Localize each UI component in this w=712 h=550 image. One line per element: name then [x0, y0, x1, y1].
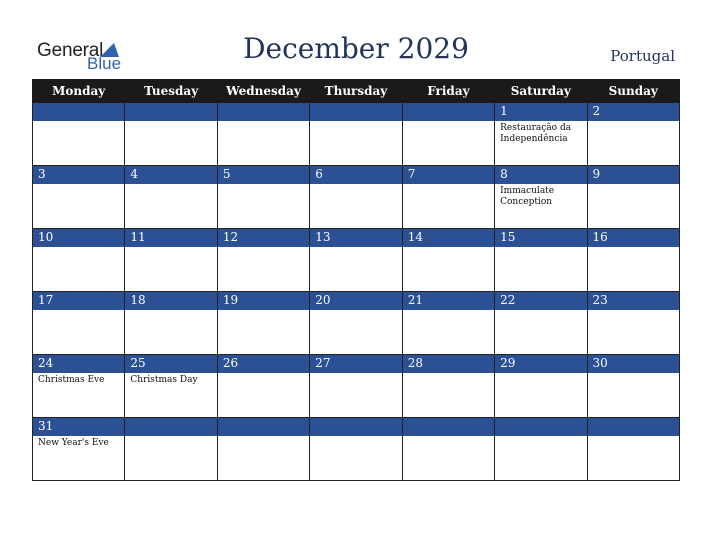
day-cell	[495, 166, 587, 185]
weekday-header: Sunday	[587, 80, 679, 103]
event-cell	[125, 184, 217, 229]
event-label	[125, 184, 216, 186]
day-number: 20	[315, 293, 331, 307]
day-number: 29	[500, 356, 516, 370]
event-label: Christmas Day	[130, 375, 198, 385]
event-cell	[495, 436, 587, 481]
day-number	[310, 103, 401, 104]
day-number	[33, 103, 124, 104]
event-cell	[495, 184, 587, 229]
week-event-row	[33, 373, 680, 418]
day-number: 10	[38, 230, 54, 244]
event-cell	[495, 373, 587, 418]
event-label	[588, 121, 679, 123]
day-number: 3	[38, 167, 46, 181]
day-cell	[217, 292, 309, 311]
event-label	[310, 184, 401, 186]
week-day-number-row	[33, 292, 680, 311]
day-number: 1	[500, 104, 508, 118]
day-number	[125, 418, 216, 419]
week-event-row	[33, 184, 680, 229]
event-cell	[587, 373, 679, 418]
event-label	[33, 184, 124, 186]
day-cell	[217, 418, 309, 437]
day-cell	[495, 229, 587, 248]
event-cell	[125, 373, 217, 418]
event-cell	[125, 247, 217, 292]
weekday-header: Monday	[33, 80, 125, 103]
day-cell	[402, 355, 494, 374]
event-label	[403, 121, 494, 123]
event-cell	[217, 184, 309, 229]
event-cell	[217, 310, 309, 355]
day-cell	[310, 103, 402, 122]
event-cell	[310, 373, 402, 418]
day-cell	[125, 103, 217, 122]
event-label	[310, 310, 401, 312]
day-number: 31	[38, 419, 54, 433]
event-cell	[33, 247, 125, 292]
logo-blue-text: Blue	[87, 54, 122, 73]
day-number: 17	[38, 293, 54, 307]
day-cell	[125, 292, 217, 311]
day-number: 21	[407, 293, 423, 307]
day-cell	[402, 166, 494, 185]
event-label	[495, 436, 586, 438]
event-label	[33, 310, 124, 312]
event-label	[588, 436, 679, 438]
day-number: 13	[315, 230, 331, 244]
day-number	[403, 103, 494, 104]
day-number: 6	[315, 167, 323, 181]
day-cell	[33, 229, 125, 248]
event-label	[310, 436, 401, 438]
event-cell	[310, 121, 402, 166]
event-cell	[402, 373, 494, 418]
event-label	[218, 121, 309, 123]
day-cell	[587, 103, 679, 122]
day-number: 7	[407, 167, 416, 181]
week-day-number-row	[33, 166, 680, 185]
event-cell	[310, 184, 402, 229]
event-label	[310, 121, 401, 123]
event-label	[588, 373, 679, 375]
day-cell	[587, 418, 679, 437]
event-cell	[217, 436, 309, 481]
event-cell	[125, 436, 217, 481]
event-label	[403, 310, 494, 312]
day-number: 22	[500, 293, 516, 307]
day-cell	[310, 229, 402, 248]
weekday-header: Saturday	[495, 80, 587, 103]
event-label	[125, 247, 216, 249]
event-label: Christmas Eve	[38, 375, 105, 385]
day-number	[310, 418, 401, 419]
day-number: 19	[222, 293, 239, 307]
day-cell	[402, 418, 494, 437]
event-label: Immaculate Conception	[500, 186, 555, 207]
day-number	[403, 418, 494, 419]
day-number: 4	[130, 167, 139, 181]
day-number: 9	[592, 167, 601, 181]
event-label	[310, 373, 401, 375]
event-cell	[310, 310, 402, 355]
event-cell	[402, 247, 494, 292]
event-cell	[125, 310, 217, 355]
day-cell	[587, 355, 679, 374]
week-event-row	[33, 436, 680, 481]
event-label	[218, 436, 309, 438]
event-label	[218, 310, 309, 312]
day-cell	[495, 292, 587, 311]
event-cell	[587, 436, 679, 481]
day-number: 12	[222, 230, 239, 244]
event-label	[403, 436, 494, 438]
day-number: 2	[592, 104, 601, 118]
event-cell	[587, 247, 679, 292]
day-number: 27	[315, 356, 331, 370]
day-cell	[33, 418, 125, 437]
event-cell	[33, 184, 125, 229]
event-cell	[402, 436, 494, 481]
week-day-number-row	[33, 355, 680, 374]
day-cell	[495, 103, 587, 122]
logo-general-text: General	[37, 40, 104, 61]
event-cell	[587, 121, 679, 166]
event-cell	[495, 121, 587, 166]
day-number: 14	[407, 230, 423, 244]
day-cell	[495, 355, 587, 374]
event-label	[218, 247, 309, 249]
event-cell	[495, 247, 587, 292]
day-cell	[495, 418, 587, 437]
day-number	[125, 103, 216, 104]
calendar-grid	[32, 79, 680, 481]
country-label: Portugal	[610, 47, 675, 65]
event-cell	[495, 310, 587, 355]
day-cell	[587, 166, 679, 185]
weekday-header: Thursday	[310, 80, 402, 103]
day-number: 16	[592, 230, 608, 244]
event-label	[403, 184, 494, 186]
day-number	[218, 103, 309, 104]
day-cell	[125, 166, 217, 185]
day-cell	[402, 292, 494, 311]
event-label	[588, 184, 679, 186]
event-label	[495, 373, 586, 375]
event-label	[403, 373, 494, 375]
day-cell	[125, 355, 217, 374]
day-cell	[310, 292, 402, 311]
weekday-header: Wednesday	[217, 80, 309, 103]
event-label	[125, 310, 216, 312]
day-cell	[217, 229, 309, 248]
week-event-row	[33, 121, 680, 166]
event-cell	[217, 373, 309, 418]
day-cell	[217, 355, 309, 374]
event-label	[403, 247, 494, 249]
week-event-row	[33, 310, 680, 355]
event-label	[310, 247, 401, 249]
day-cell	[217, 166, 309, 185]
event-label	[125, 436, 216, 438]
day-cell	[310, 166, 402, 185]
event-cell	[33, 436, 125, 481]
event-cell	[125, 121, 217, 166]
event-cell	[33, 121, 125, 166]
day-cell	[33, 166, 125, 185]
event-label	[495, 247, 586, 249]
day-number: 30	[592, 356, 608, 370]
event-cell	[310, 247, 402, 292]
event-label	[33, 121, 124, 123]
event-cell	[33, 373, 125, 418]
event-cell	[402, 184, 494, 229]
day-cell	[402, 103, 494, 122]
day-number: 24	[38, 356, 54, 370]
event-cell	[217, 247, 309, 292]
event-label	[125, 121, 216, 123]
event-label: Restauração da Independência	[500, 123, 572, 144]
event-label	[33, 247, 124, 249]
day-cell	[33, 292, 125, 311]
day-number: 18	[130, 293, 146, 307]
event-cell	[217, 121, 309, 166]
day-cell	[402, 229, 494, 248]
day-cell	[217, 103, 309, 122]
day-cell	[33, 355, 125, 374]
event-cell	[402, 310, 494, 355]
event-cell	[310, 436, 402, 481]
event-label	[218, 184, 309, 186]
week-day-number-row	[33, 229, 680, 248]
day-number: 25	[130, 356, 146, 370]
event-label	[588, 310, 679, 312]
week-day-number-row	[33, 418, 680, 437]
day-cell	[587, 229, 679, 248]
weekday-header-row	[33, 80, 680, 103]
event-cell	[587, 184, 679, 229]
event-label	[495, 310, 586, 312]
event-label	[588, 247, 679, 249]
weekday-header: Tuesday	[125, 80, 217, 103]
day-number	[218, 418, 309, 419]
day-number: 26	[222, 356, 239, 370]
day-number: 5	[222, 167, 231, 181]
page-title: December 2029	[243, 32, 469, 65]
week-day-number-row	[33, 103, 680, 122]
day-number: 23	[592, 293, 608, 307]
event-cell	[587, 310, 679, 355]
day-cell	[125, 229, 217, 248]
event-label: New Year's Eve	[38, 438, 109, 448]
day-number	[495, 418, 586, 419]
day-cell	[587, 292, 679, 311]
day-cell	[125, 418, 217, 437]
event-label	[218, 373, 309, 375]
event-cell	[402, 121, 494, 166]
day-number: 15	[500, 230, 516, 244]
week-event-row	[33, 247, 680, 292]
day-cell	[310, 355, 402, 374]
event-cell	[33, 310, 125, 355]
day-cell	[33, 103, 125, 122]
day-cell	[310, 418, 402, 437]
day-number: 28	[407, 356, 423, 370]
weekday-header: Friday	[402, 80, 494, 103]
day-number: 11	[130, 230, 146, 244]
day-number: 8	[500, 167, 508, 181]
day-number	[588, 418, 679, 419]
